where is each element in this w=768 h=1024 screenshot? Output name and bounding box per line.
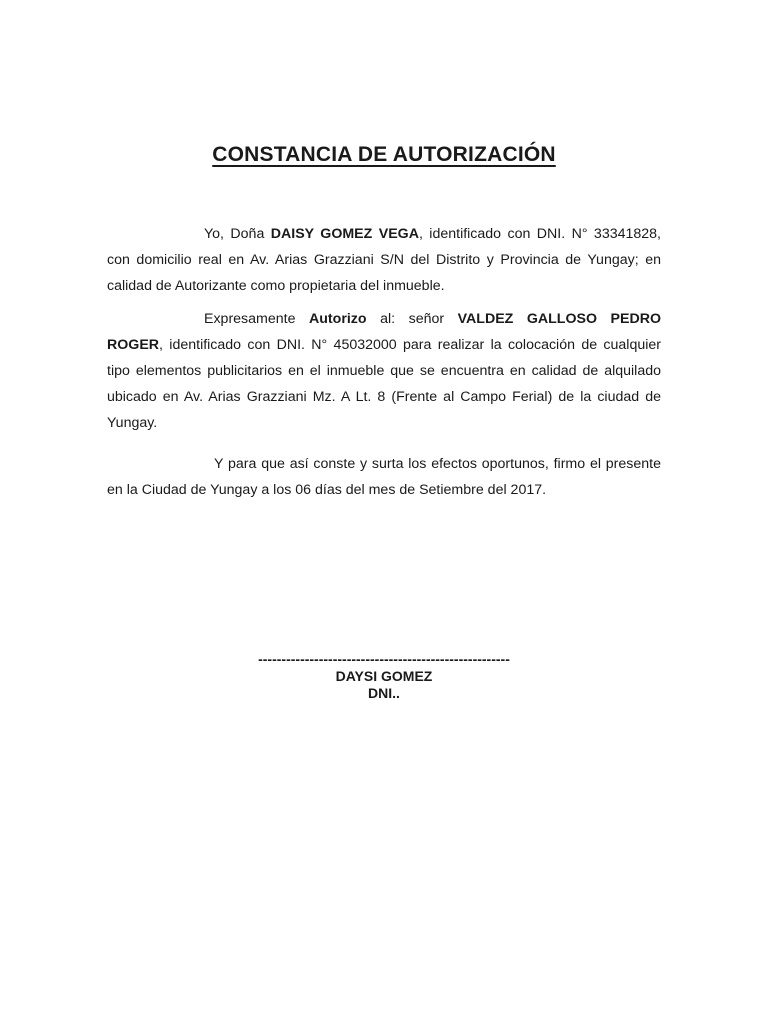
signature-dni: DNI.. bbox=[368, 685, 400, 701]
authorizer-name: DAISY GOMEZ VEGA bbox=[270, 226, 419, 242]
authorizo-word: Autorizo bbox=[309, 311, 367, 327]
paragraph-closing bbox=[107, 451, 661, 503]
paragraph-authorizer-text-2: , identificado con DNI. N° 33341828, con domicilio real en Av. Arias Grazziani S/N del Distrito y Provincia de Yungay; en calidad de Autorizante como propietaria del inmueble. bbox=[107, 226, 661, 294]
paragraph-authorization-text-3: , identificado con DNI. N° 45032000 para realizar la colocación de cualquier tipo elementos publicitarios en el inmueble que se encuentra en calidad de alquilado ubicado en Av. Arias Grazziani Mz. A Lt. 8 (Frente al Campo Ferial) de la ciudad de Yungay. bbox=[107, 337, 661, 431]
document-title-text: CONSTANCIA DE AUTORIZACIÓN bbox=[212, 143, 556, 166]
paragraph-authorization bbox=[107, 306, 661, 436]
paragraph-authorization-text-2: al: señor bbox=[366, 311, 458, 327]
signature-line: ------------------------------------------------------ bbox=[258, 651, 510, 667]
paragraph-authorizer-text-1: Yo, Doña bbox=[204, 226, 271, 242]
paragraph-closing-text: Y para que así conste y surta los efectos oportunos, firmo el presente en la Ciudad de Yungay a los 06 días del mes de Setiembre del 2017. bbox=[107, 456, 661, 498]
paragraph-authorizer bbox=[107, 221, 661, 299]
document-title bbox=[0, 143, 768, 167]
signature-name: DAYSI GOMEZ bbox=[335, 668, 433, 684]
paragraph-authorization-text-1: Expresamente bbox=[204, 311, 310, 327]
authorized-name: VALDEZ GALLOSO PEDRO ROGER bbox=[107, 311, 661, 353]
signature-block bbox=[0, 651, 768, 702]
